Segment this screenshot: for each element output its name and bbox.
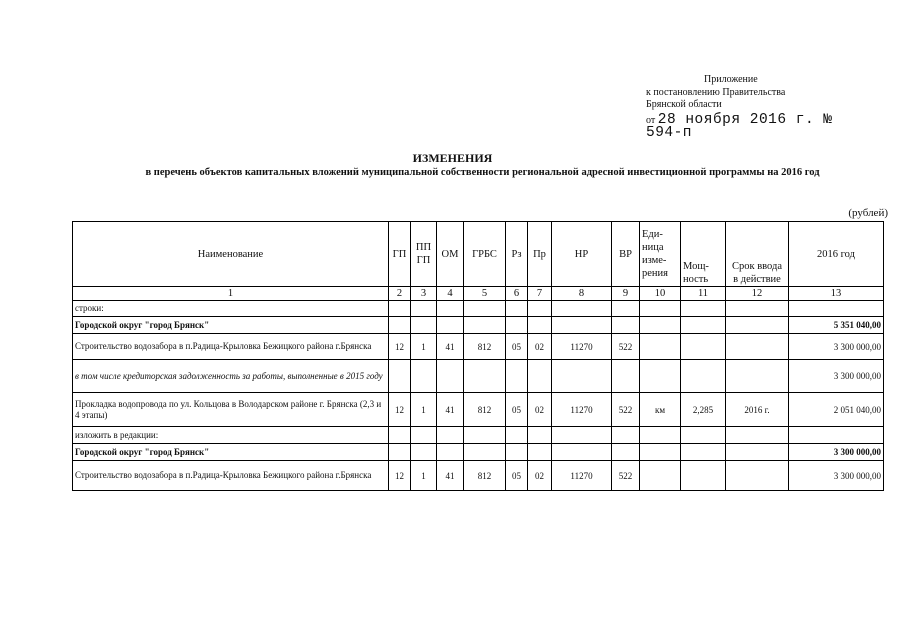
cell-gp	[389, 444, 411, 461]
cell-capacity	[681, 334, 726, 360]
cell-gp: 12	[389, 393, 411, 427]
header-gp: ГП	[389, 222, 411, 287]
cell-pp: 1	[411, 393, 437, 427]
cell-nr	[552, 301, 612, 317]
column-number: 7	[528, 287, 552, 301]
cell-pr: 02	[528, 334, 552, 360]
table-row	[73, 427, 884, 444]
cell-capacity	[681, 301, 726, 317]
appendix-date-line	[646, 111, 876, 141]
appendix-block	[646, 74, 876, 141]
date-prefix: от	[646, 114, 656, 126]
cell-term	[726, 360, 789, 393]
cell-amount: 5 351 040,00	[789, 317, 884, 334]
cell-vr	[612, 444, 640, 461]
cell-pp	[411, 317, 437, 334]
table-row	[73, 301, 884, 317]
document-title: ИЗМЕНЕНИЯ	[412, 151, 493, 165]
header-grbs: ГРБС	[464, 222, 506, 287]
cell-capacity	[681, 317, 726, 334]
cell-om: 41	[437, 334, 464, 360]
cell-pr	[528, 317, 552, 334]
column-number: 1	[73, 287, 389, 301]
cell-unit	[640, 334, 681, 360]
cell-pr: 02	[528, 393, 552, 427]
cell-rz	[506, 427, 528, 444]
cell-unit	[640, 317, 681, 334]
cell-rz: 05	[506, 334, 528, 360]
column-number: 12	[726, 287, 789, 301]
column-numbers-row	[73, 287, 884, 301]
header-vr: ВР	[612, 222, 640, 287]
cell-term	[726, 461, 789, 491]
cell-unit	[640, 444, 681, 461]
cell-nr	[552, 427, 612, 444]
header-capacity: Мощ- ность	[681, 222, 726, 287]
cell-capacity	[681, 427, 726, 444]
column-number: 10	[640, 287, 681, 301]
cell-vr: 522	[612, 393, 640, 427]
cell-grbs: 812	[464, 393, 506, 427]
cell-om	[437, 427, 464, 444]
header-name: Наименование	[73, 222, 389, 287]
cell-pr	[528, 301, 552, 317]
column-number: 9	[612, 287, 640, 301]
cell-pp: 1	[411, 461, 437, 491]
cell-om: 41	[437, 393, 464, 427]
cell-capacity: 2,285	[681, 393, 726, 427]
cell-amount: 3 300 000,00	[789, 360, 884, 393]
cell-gp	[389, 360, 411, 393]
column-number: 6	[506, 287, 528, 301]
cell-amount: 3 300 000,00	[789, 444, 884, 461]
header-ppgp	[411, 222, 437, 287]
column-number: 3	[411, 287, 437, 301]
header-pp-top: ПП	[415, 242, 432, 253]
column-number: 4	[437, 287, 464, 301]
cell-amount	[789, 427, 884, 444]
cell-rz	[506, 444, 528, 461]
table-row	[73, 317, 884, 334]
cell-unit	[640, 427, 681, 444]
cell-om	[437, 360, 464, 393]
table-row	[73, 360, 884, 393]
cell-pr: 02	[528, 461, 552, 491]
investment-table	[72, 221, 884, 491]
cell-pp: 1	[411, 334, 437, 360]
cell-unit	[640, 461, 681, 491]
cell-term: 2016 г.	[726, 393, 789, 427]
header-nr: НР	[552, 222, 612, 287]
cell-rz	[506, 360, 528, 393]
cell-pp	[411, 427, 437, 444]
column-number: 13	[789, 287, 884, 301]
row-name: изложить в редакции:	[73, 427, 389, 444]
cell-grbs: 812	[464, 461, 506, 491]
column-number: 5	[464, 287, 506, 301]
table-row	[73, 444, 884, 461]
column-number: 8	[552, 287, 612, 301]
cell-vr	[612, 301, 640, 317]
cell-nr: 11270	[552, 393, 612, 427]
header-row	[73, 222, 884, 287]
cell-pr	[528, 444, 552, 461]
row-name: строки:	[73, 301, 389, 317]
cell-nr	[552, 317, 612, 334]
table-row	[73, 334, 884, 360]
cell-om	[437, 301, 464, 317]
resolution-date-stamp: 28 ноября 2016 г. № 594-п	[646, 111, 833, 141]
cell-capacity	[681, 360, 726, 393]
units-label: (рублей)	[848, 207, 888, 219]
table-row	[73, 393, 884, 427]
cell-pr	[528, 427, 552, 444]
row-name: Городской округ "город Брянск"	[73, 444, 389, 461]
cell-om	[437, 444, 464, 461]
cell-term	[726, 427, 789, 444]
cell-grbs	[464, 317, 506, 334]
cell-grbs	[464, 444, 506, 461]
document-subtitle: в перечень объектов капитальных вложений муниципальной собственности региональной адресной инвестиционной программы на 2016 год	[145, 167, 820, 178]
cell-rz	[506, 317, 528, 334]
cell-nr	[552, 444, 612, 461]
cell-vr: 522	[612, 461, 640, 491]
cell-pp	[411, 444, 437, 461]
cell-pr	[528, 360, 552, 393]
cell-term	[726, 334, 789, 360]
cell-pp	[411, 360, 437, 393]
row-name: Строительство водозабора в п.Радица-Крыловка Бежицкого района г.Брянска	[73, 461, 389, 491]
cell-amount: 3 300 000,00	[789, 461, 884, 491]
cell-grbs	[464, 301, 506, 317]
cell-vr	[612, 360, 640, 393]
cell-nr: 11270	[552, 334, 612, 360]
header-pr: Пр	[528, 222, 552, 287]
cell-om: 41	[437, 461, 464, 491]
cell-unit	[640, 301, 681, 317]
cell-term	[726, 444, 789, 461]
cell-amount	[789, 301, 884, 317]
cell-vr: 522	[612, 334, 640, 360]
cell-nr	[552, 360, 612, 393]
header-rz: Рз	[506, 222, 528, 287]
cell-vr	[612, 427, 640, 444]
cell-vr	[612, 317, 640, 334]
cell-term	[726, 301, 789, 317]
appendix-title: Приложение	[704, 74, 758, 85]
cell-grbs	[464, 427, 506, 444]
cell-grbs: 812	[464, 334, 506, 360]
header-year: 2016 год	[789, 222, 884, 287]
appendix-resolution: к постановлению Правительства	[646, 86, 786, 98]
column-number: 11	[681, 287, 726, 301]
cell-rz: 05	[506, 461, 528, 491]
header-unit: Еди- ница изме- рения	[640, 222, 681, 287]
cell-pp	[411, 301, 437, 317]
cell-gp: 12	[389, 461, 411, 491]
cell-unit	[640, 360, 681, 393]
cell-term	[726, 317, 789, 334]
cell-amount: 3 300 000,00	[789, 334, 884, 360]
column-number: 2	[389, 287, 411, 301]
header-term: Срок ввода в действие	[726, 222, 789, 287]
row-name: Прокладка водопровода по ул. Кольцова в Володарском районе г. Брянска (2,3 и 4 этапы)	[73, 393, 389, 427]
cell-capacity	[681, 444, 726, 461]
header-pp-bottom: ГП	[416, 255, 431, 266]
header-om: ОМ	[437, 222, 464, 287]
appendix-region: Брянской области	[646, 99, 722, 110]
cell-grbs	[464, 360, 506, 393]
cell-gp	[389, 301, 411, 317]
table-row	[73, 461, 884, 491]
cell-nr: 11270	[552, 461, 612, 491]
row-name: Городской округ "город Брянск"	[73, 317, 389, 334]
cell-rz: 05	[506, 393, 528, 427]
cell-capacity	[681, 461, 726, 491]
cell-gp	[389, 317, 411, 334]
cell-gp	[389, 427, 411, 444]
cell-rz	[506, 301, 528, 317]
cell-om	[437, 317, 464, 334]
row-name: Строительство водозабора в п.Радица-Крыловка Бежицкого района г.Брянска	[73, 334, 389, 360]
cell-amount: 2 051 040,00	[789, 393, 884, 427]
row-name: в том числе кредиторская задолженность за работы, выполненные в 2015 году	[73, 360, 389, 393]
cell-gp: 12	[389, 334, 411, 360]
cell-unit: км	[640, 393, 681, 427]
